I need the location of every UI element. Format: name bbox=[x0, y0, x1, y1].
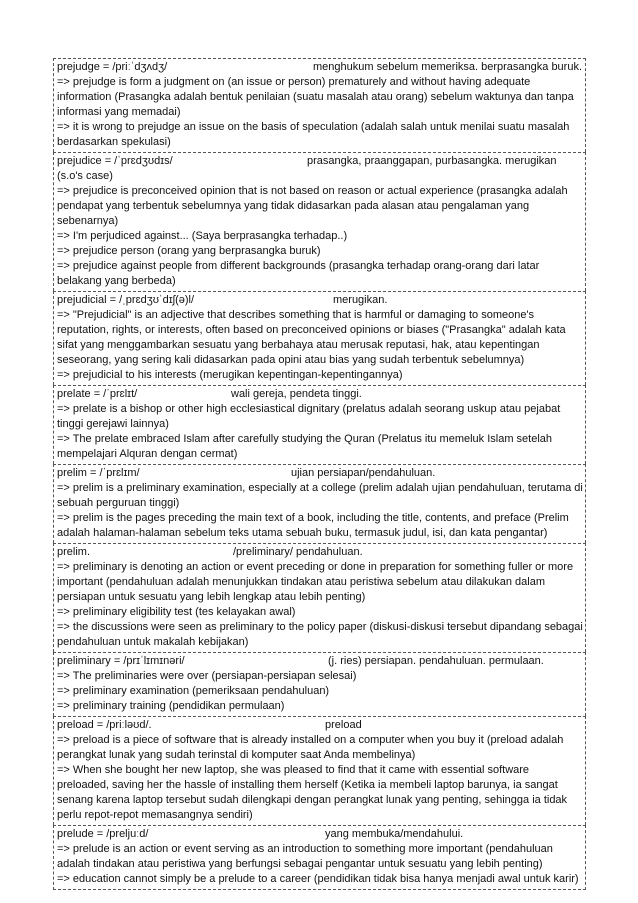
example-line: => education cannot simply be a prelude to a career (pendidikan tidak bisa hanya menjadi awal untuk karir) bbox=[57, 873, 579, 885]
dictionary-table bbox=[53, 58, 586, 890]
entry-header bbox=[57, 154, 583, 184]
example-line: => The preliminaries were over (persiapan-persiapan selesai) bbox=[57, 670, 357, 682]
dictionary-entry bbox=[53, 825, 586, 890]
headword: prelude = /preljuːd/ bbox=[57, 828, 149, 840]
dictionary-entry bbox=[53, 464, 586, 543]
dictionary-entry bbox=[53, 716, 586, 825]
example-line: => prejudicial to his interests (merugikan kepentingan-kepentingannya) bbox=[57, 369, 403, 381]
example-line: => preliminary examination (pemeriksaan pendahuluan) bbox=[57, 685, 330, 697]
definition: preload bbox=[325, 719, 362, 731]
headword: prelate = /ˈprɛlɪt/ bbox=[57, 388, 138, 400]
example-line: => prejudice person (orang yang berprasangka buruk) bbox=[57, 245, 321, 257]
example-line: => I'm perjudiced against... (Saya berprasangka terhadap..) bbox=[57, 230, 348, 242]
entry-header bbox=[57, 293, 583, 308]
example-line: => prelate is a bishop or other high ecclesiastical dignitary (prelatus adalah seorang uskup atau pejabat tinggi gerejawi lainnya) bbox=[57, 403, 561, 430]
definition: (j. ries) persiapan. pendahuluan. permulaan. bbox=[328, 655, 544, 667]
example-line: => preliminary training (pendidikan permulaan) bbox=[57, 700, 285, 712]
definition: yang membuka/mendahului. bbox=[325, 828, 464, 840]
dictionary-entry bbox=[53, 385, 586, 464]
example-line: => prelim is a preliminary examination, especially at a college (prelim adalah ujian pendahuluan, terutama di sebuah perguruan tinggi) bbox=[57, 482, 583, 509]
example-line: => prelude is an action or event serving as an introduction to something more important (pendahuluan adalah tindakan atau peristiwa yang berfungsi sebagai pengantar untuk sesuatu yang lebih penting) bbox=[57, 843, 553, 870]
definition: wali gereja, pendeta tinggi. bbox=[231, 388, 362, 400]
example-line: => preload is a piece of software that is already installed on a computer when you buy it (preload adalah perangkat lunak yang sudah terinstal di komputer saat Anda membelinya) bbox=[57, 734, 564, 761]
dictionary-entry bbox=[53, 291, 586, 385]
dictionary-entry bbox=[53, 58, 586, 152]
dictionary-entry bbox=[53, 152, 586, 291]
example-line: => prejudice against people from different backgrounds (prasangka terhadap orang-orang dari latar belakang yang berbeda) bbox=[57, 260, 540, 287]
entry-header bbox=[57, 387, 583, 402]
example-line: => preliminary is denoting an action or event preceding or done in preparation for something fuller or more important (pendahuluan adalah menunjukkan tindakan atau peristiwa sebelum atau dilakukan dalam persiapan untuk sesuatu yang lebih lengkap atau lebih penting) bbox=[57, 561, 574, 603]
example-line: => preliminary eligibility test (tes kelayakan awal) bbox=[57, 606, 296, 618]
dictionary-entry bbox=[53, 543, 586, 652]
headword: prejudge = /priːˈdʒʌdʒ/ bbox=[57, 61, 168, 73]
example-line: => When she bought her new laptop, she was pleased to find that it came with essential software preloaded, saving her the hassle of installing them herself (Ketika ia membeli laptop barunya, ia sangat senang karena laptop tersebut sudah dilengkapi dengan perangkat lunak yang penting, sehingga ia tidak perlu repot-repot memasangnya sendiri) bbox=[57, 764, 568, 821]
example-line: => "Prejudicial" is an adjective that describes something that is harmful or damaging to someone's reputation, rights, or interests, often based on preconceived opinions or biases ("Prasangka" adalah kata sifat yang menggambarkan sesuatu yang berbahaya atau merusak reputasi, hak, atau kepentingan seseorang, yang sering kali didasarkan pada opini atau bias yang sudah terbentuk sebelumnya) bbox=[57, 309, 566, 366]
example-line: => prelim is the pages preceding the main text of a book, including the title, contents, and preface (Prelim adalah halaman-halaman sebelum teks utama sebuah buku, termasuk judul, isi, dan kata pengantar) bbox=[57, 512, 569, 539]
headword: prelim = /ˈprɛlɪm/ bbox=[57, 467, 140, 479]
entry-header bbox=[57, 827, 583, 842]
definition: ujian persiapan/pendahuluan. bbox=[291, 467, 436, 479]
headword: preliminary = /prɪˈlɪmɪnəri/ bbox=[57, 655, 185, 667]
entry-header bbox=[57, 654, 583, 669]
example-line: => prejudge is form a judgment on (an issue or person) prematurely and without having adequate information (Prasangka adalah bentuk penilaian (suatu masalah atau orang) sebelum waktunya dan tanpa informasi yang memadai) bbox=[57, 76, 574, 118]
example-line: => it is wrong to prejudge an issue on the basis of speculation (adalah salah untuk menilai suatu masalah berdasarkan spekulasi) bbox=[57, 121, 570, 148]
definition: prasangka, praanggapan, purbasangka. merugikan (s.o's case) bbox=[57, 155, 557, 182]
headword: prejudicial = /ˌprɛdʒʊˈdɪʃ(ə)l/ bbox=[57, 294, 195, 306]
definition: /preliminary/ pendahuluan. bbox=[233, 546, 363, 558]
headword: prelim. bbox=[57, 546, 91, 558]
entry-header bbox=[57, 545, 583, 560]
example-line: => prejudice is preconceived opinion that is not based on reason or actual experience (prasangka adalah pendapat yang terbentuk sebelumnya yang tidak didasarkan pada alasan atau pengalaman yang sebenarnya) bbox=[57, 185, 568, 227]
definition: menghukum sebelum memeriksa. berprasangka buruk. bbox=[313, 61, 583, 73]
dictionary-entry bbox=[53, 652, 586, 716]
definition: merugikan. bbox=[333, 294, 388, 306]
headword: preload = /priːləʊd/. bbox=[57, 719, 152, 731]
example-line: => the discussions were seen as preliminary to the policy paper (diskusi-diskusi tersebut dipandang sebagai pendahuluan untuk makalah kebijakan) bbox=[57, 621, 583, 648]
entry-header bbox=[57, 466, 583, 481]
entry-header bbox=[57, 718, 583, 733]
entry-header bbox=[57, 60, 583, 75]
headword: prejudice = /ˈprɛdʒʊdɪs/ bbox=[57, 155, 173, 167]
example-line: => The prelate embraced Islam after carefully studying the Quran (Prelatus itu memeluk Islam setelah mempelajari Alquran dengan cermat) bbox=[57, 433, 553, 460]
